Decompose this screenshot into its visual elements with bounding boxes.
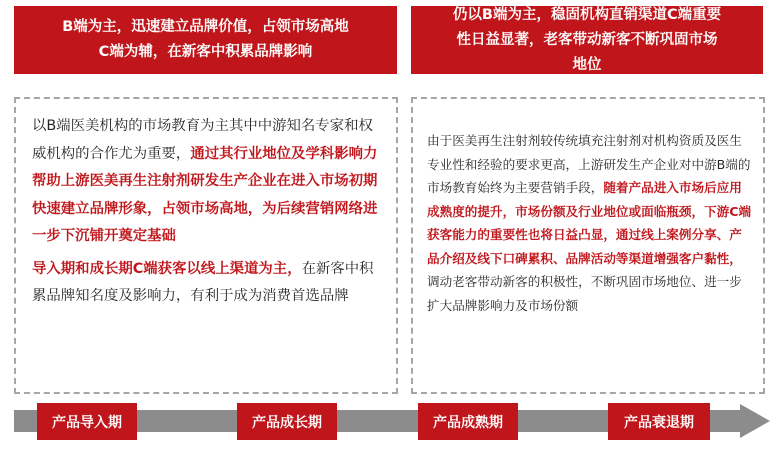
stage-introduction: 产品导入期 <box>37 403 137 440</box>
left-para1-highlight: 通过其行业地位及学科影响力帮助上游医美再生注射剂研发生产企业在进入市场初期快速建立品牌形象，占领市场高地，为后续营销网络进一步下沉铺开奠定基础 <box>32 145 378 244</box>
left-para1-normal: 以B端医美机构的市场教育为主其中中游知名专家和权威机构的合作尤为重要， <box>32 118 373 162</box>
header-left-line2: C端为辅，在新客中积累品牌影响 <box>98 44 313 60</box>
right-text-highlight: 随着产品进入市场后应用成熟度的提升，市场份额及行业地位或面临瓶颈，下游C端获客能力的重要性也将日益凸显，通过线上案例分享、产品介绍及线下口碑累积、品牌活动等渠道增强客户黏性， <box>427 180 752 266</box>
stage-growth: 产品成长期 <box>237 403 337 440</box>
stage-maturity: 产品成熟期 <box>418 403 518 440</box>
stage-decline: 产品衰退期 <box>608 403 710 440</box>
header-right-line1: 仍以B端为主，稳固机构直销渠道C端重要 <box>452 6 722 23</box>
left-para2-highlight: 导入期和成长期C端获客以线上渠道为主， <box>32 260 302 277</box>
left-para2-normal: 在新客中积累品牌知名度及影响力，有利于成为消费首选品牌 <box>32 260 374 304</box>
header-right-banner <box>411 6 763 74</box>
header-right-line3: 地位 <box>572 56 602 73</box>
left-description-box <box>14 97 398 394</box>
left-paragraph-1 <box>32 113 386 251</box>
header-left-banner <box>14 6 397 74</box>
header-left-line1: B端为主，迅速建立品牌价值，占领市场高地 <box>62 19 349 35</box>
left-paragraph-2 <box>32 256 386 311</box>
header-right-line2: 性日益显著，老客带动新客不断巩固市场 <box>456 31 718 48</box>
right-paragraph <box>427 129 753 317</box>
right-text-normal-1: 由于医美再生注射剂较传统填充注射剂对机构资质及医生专业性和经验的要求更高，上游研发生产企业对中游B端的市场教育始终为主要营销手段， <box>427 133 751 195</box>
right-description-box <box>411 97 765 394</box>
right-text-normal-2: 调动老客带动新客的积极性，不断巩固市场地位、进一步扩大品牌影响力及市场份额 <box>427 274 742 313</box>
